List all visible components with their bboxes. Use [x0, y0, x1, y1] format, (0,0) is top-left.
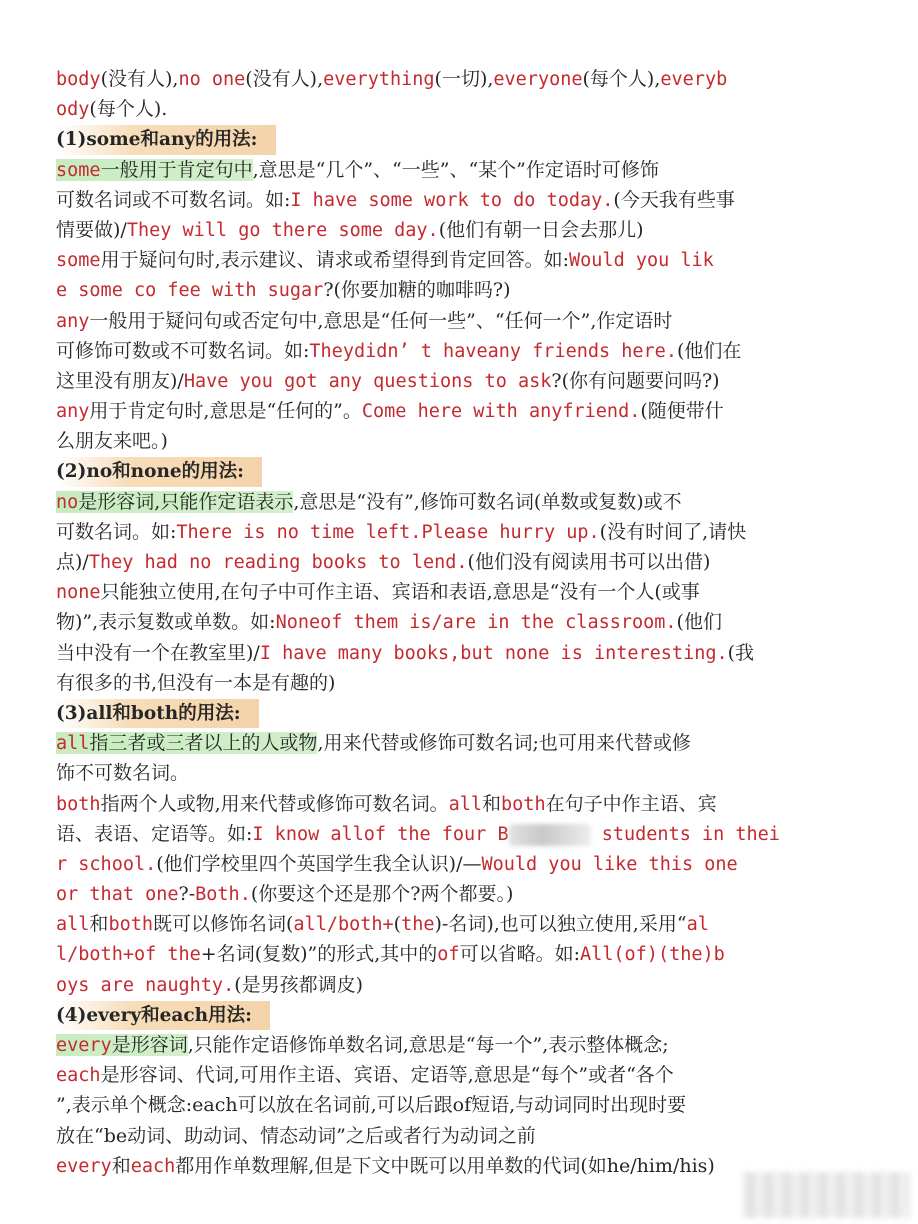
- text-line: [56, 396, 862, 426]
- chinese-text: +名词(复数)”的形式,其中的: [200, 943, 438, 966]
- chinese-text: 指两个人或物,用来代替或修饰可数名词。: [100, 792, 449, 815]
- section-heading: (4)every和each用法:: [56, 1001, 270, 1030]
- highlighted-phrase: no是形容词,只能作定语表示: [56, 490, 294, 513]
- chinese-text: 用于疑问句时,表示建议、请求或希望得到肯定回答。如:: [100, 249, 570, 272]
- chinese-text: 可修饰可数或不可数名词。如:: [56, 339, 310, 362]
- text-line: [56, 849, 862, 879]
- section-heading-line: [56, 698, 862, 728]
- english-example: I have some work to do today.: [290, 189, 614, 211]
- text-line: [56, 306, 862, 336]
- text-line: [56, 1090, 862, 1120]
- chinese-text: (他们没有阅读用书可以出借): [467, 551, 711, 573]
- text-line: [56, 909, 862, 939]
- text-line: [56, 879, 862, 909]
- english-example: all: [56, 914, 90, 936]
- section-heading-line: [56, 1000, 862, 1030]
- text-line: [56, 1060, 862, 1090]
- english-example: There is no time left.Please hurry up.: [176, 521, 600, 543]
- english-example: I have many books,but none is interesting.: [259, 642, 728, 664]
- notes-content: [56, 64, 862, 1181]
- text-line: [56, 668, 862, 698]
- chinese-text: ?-: [178, 883, 196, 906]
- text-line: [56, 939, 862, 969]
- chinese-text: 可数名词。如:: [56, 520, 177, 543]
- chinese-text: 可以省略。如:: [459, 943, 580, 966]
- english-example: everyone: [493, 69, 583, 90]
- chinese-text: 当中没有一个在教室里)/: [56, 641, 260, 664]
- english-example: each: [56, 1065, 101, 1087]
- chinese-text: 饰不可数名词。: [56, 762, 190, 785]
- text-line: [56, 970, 862, 1000]
- chinese-text: 只能独立使用,在句子中可作主语、宾语和表语,意思是“没有一个人(或事: [100, 581, 700, 604]
- chinese-text: 用于肯定句时,意思是“任何的”。: [89, 400, 362, 423]
- section-heading-line: [56, 124, 862, 154]
- english-example: oys are naughty.: [56, 974, 235, 996]
- chinese-text: ?(你要加糖的咖啡吗?): [323, 279, 511, 302]
- text-line: [56, 275, 862, 305]
- text-line: [56, 94, 862, 124]
- chinese-text: 一般用于疑问句或否定句中,意思是“任何一些”、“任何一个”,作定语时: [89, 309, 673, 332]
- english-example: All(of)(the)b: [579, 944, 725, 966]
- chinese-text: (没有人),: [100, 68, 179, 90]
- text-line: [56, 638, 862, 668]
- english-example: r school.: [56, 853, 157, 875]
- english-example: Would you like this one: [481, 853, 738, 875]
- chinese-text: ?(你有问题要问吗?): [551, 369, 720, 392]
- english-example: Come here with anyfriend.: [361, 401, 641, 423]
- section-heading: (1)some和any的用法:: [56, 125, 276, 154]
- text-line: [56, 366, 862, 396]
- english-example: or that one: [56, 884, 179, 906]
- text-line: [56, 64, 862, 94]
- chinese-text: ,意思是“几个”、“一些”、“某个”作定语时可修饰: [252, 158, 659, 181]
- english-example: any: [56, 401, 90, 423]
- chinese-text: 都用作单数理解,但是下文中既可以用单数的代词(如he/him/his): [175, 1154, 715, 1177]
- chinese-text: 和: [89, 913, 109, 936]
- chinese-text: 语、表语、定语等。如:: [56, 822, 253, 845]
- text-line: [56, 1030, 862, 1060]
- chinese-text: 可数名词或不可数名词。如:: [56, 188, 291, 211]
- text-line: [56, 789, 862, 819]
- text-line: [56, 245, 862, 275]
- text-line: [56, 577, 862, 607]
- highlighted-phrase: every是形容词: [56, 1034, 188, 1056]
- text-line: [56, 426, 862, 456]
- english-example: both: [108, 914, 153, 936]
- english-example: both: [56, 793, 101, 815]
- chinese-text: 和: [482, 792, 502, 815]
- chinese-text: (没有人),: [245, 68, 324, 90]
- chinese-text: ,只能作定语修饰单数名词,意思是“每一个”,表示整体概念;: [187, 1034, 669, 1056]
- highlighted-phrase: all指三者或三者以上的人或物: [56, 732, 318, 755]
- text-line: [56, 1121, 862, 1151]
- chinese-text: (每个人).: [89, 98, 168, 121]
- english-example: Have you got any questions to ask: [183, 370, 552, 392]
- english-example: Both.: [195, 884, 251, 906]
- chinese-text: (是男孩都调皮): [234, 973, 364, 996]
- chinese-text: 是形容词、代词,可用作主语、宾语、定语等,意思是“每个”或者“各个: [100, 1064, 674, 1087]
- chinese-text: 么朋友来吧。): [56, 430, 168, 453]
- redacted-word: [509, 824, 591, 846]
- text-line: [56, 607, 862, 637]
- chinese-text: (你要这个还是那个?两个都要。): [250, 883, 514, 906]
- english-example: Would you lik: [569, 250, 714, 272]
- chinese-text: (没有时间了,请快: [599, 520, 747, 543]
- section-heading: (3)all和both的用法:: [56, 699, 259, 728]
- chinese-text: (每个人),: [582, 68, 661, 90]
- chinese-text: 和: [111, 1154, 131, 1177]
- english-example: They had no reading books to lend.: [88, 552, 468, 573]
- chinese-text: (今天我有些事: [613, 188, 735, 211]
- chinese-text: 情要做)/: [56, 218, 127, 241]
- chinese-text: 有很多的书,但没有一本是有趣的): [56, 671, 336, 694]
- text-line: [56, 215, 862, 245]
- english-example: the: [401, 914, 435, 936]
- english-example: of: [437, 944, 460, 966]
- english-example: each: [130, 1155, 176, 1177]
- english-example: Theydidn’ t haveany friends here.: [309, 340, 677, 362]
- section-heading-line: [56, 456, 862, 486]
- english-example: They will go there some day.: [126, 219, 439, 241]
- chinese-text: (他们学校里四个英国学生我全认识)/—: [156, 852, 482, 875]
- text-line: [56, 185, 862, 215]
- chinese-text: (他们在: [676, 339, 742, 362]
- text-line: [56, 336, 862, 366]
- blurred-watermark: [742, 1172, 910, 1218]
- english-example: body: [56, 69, 101, 90]
- english-example: al: [686, 914, 709, 936]
- text-line: [56, 819, 862, 849]
- chinese-text: 这里没有朋友)/: [56, 369, 184, 392]
- text-line: [56, 547, 862, 577]
- english-example: everyb: [660, 69, 728, 90]
- english-example: any: [56, 310, 90, 332]
- chinese-text: (他们: [676, 611, 722, 634]
- chinese-text: 在句子中作主语、宾: [545, 792, 717, 815]
- highlighted-phrase: some一般用于肯定句中: [56, 158, 253, 181]
- english-example: no one: [178, 69, 246, 90]
- english-example: Noneof them is/are in the classroom.: [275, 612, 677, 634]
- english-example: ody: [56, 99, 90, 121]
- english-example: l/both+of the: [56, 944, 201, 966]
- english-example: every: [56, 1155, 112, 1177]
- chinese-text: ”,表示单个概念:each可以放在名词前,可以后跟of短语,与动词同时出现时要: [56, 1094, 687, 1117]
- chinese-text: (他们有朝一日会去那儿): [438, 218, 644, 241]
- text-line: [56, 517, 862, 547]
- text-line: [56, 487, 862, 517]
- english-example: all/both+: [293, 914, 394, 936]
- english-example: students in thei: [590, 823, 780, 845]
- english-example: none: [56, 582, 101, 604]
- chinese-text: 物)”,表示复数或单数。如:: [56, 611, 276, 634]
- text-line: [56, 728, 862, 758]
- english-example: both: [501, 793, 546, 815]
- chinese-text: )-名词),也可以独立使用,采用“: [434, 913, 687, 936]
- chinese-text: ,意思是“没有”,修饰可数名词(单数或复数)或不: [293, 490, 682, 513]
- english-example: e some co fee with sugar: [56, 280, 324, 302]
- chinese-text: 放在“be动词、助动词、情态动词”之后或者行为动词之前: [56, 1124, 536, 1147]
- chinese-text: (: [393, 913, 402, 936]
- chinese-text: (我: [727, 641, 755, 664]
- section-heading: (2)no和none的用法:: [56, 457, 262, 486]
- text-line: [56, 758, 862, 788]
- text-line: [56, 155, 862, 185]
- chinese-text: 点)/: [56, 551, 89, 573]
- english-example: I know allof the four B: [252, 823, 509, 845]
- english-example: some: [56, 250, 101, 272]
- chinese-text: ,用来代替或修饰可数名词;也可用来代替或修: [317, 732, 691, 755]
- chinese-text: (随便带什: [640, 400, 724, 423]
- english-example: all: [448, 793, 483, 815]
- chinese-text: 既可以修饰名词(: [153, 913, 294, 936]
- chinese-text: (一切),: [434, 68, 494, 90]
- english-example: everything: [323, 69, 435, 90]
